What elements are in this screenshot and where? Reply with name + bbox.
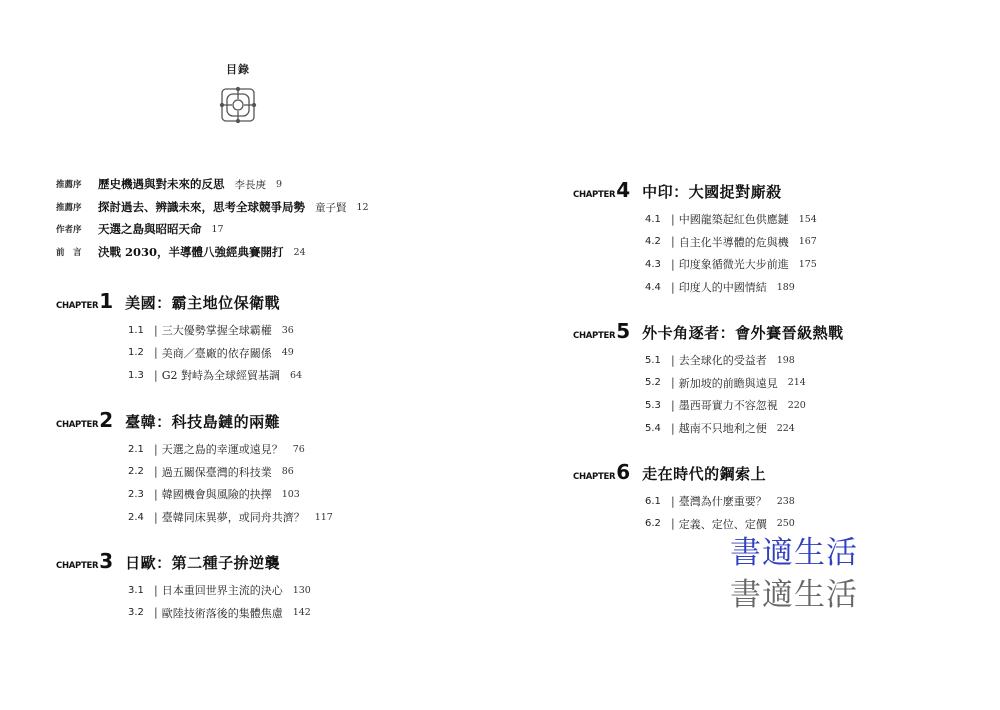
separator-bar: | [154, 442, 158, 456]
section-number: 1.3 [128, 369, 144, 381]
page-number: 238 [776, 495, 795, 507]
section-title: 歐陸技術落後的集體焦慮 [161, 606, 283, 620]
page-number: 12 [356, 201, 369, 213]
chapter-4 [573, 178, 817, 298]
chapter-title: 走在時代的鋼索上 [642, 465, 767, 483]
separator-bar: | [671, 376, 675, 390]
preface-title: 歷史機遇與對未來的反思 [98, 177, 225, 191]
section-title: 三大優勢掌握全球霸權 [161, 324, 272, 338]
chapter-2 [56, 408, 333, 528]
page-number: 224 [776, 422, 795, 434]
page-number: 250 [776, 518, 795, 530]
preface-title: 天選之島與昭昭天命 [98, 222, 202, 236]
section-number: 4.4 [645, 281, 661, 293]
section-entry[interactable] [645, 349, 844, 372]
section-entry[interactable] [645, 372, 844, 395]
separator-bar: | [671, 494, 675, 508]
separator-bar: | [154, 323, 158, 337]
chapter-label: CHAPTER [573, 190, 616, 200]
section-title: 臺灣為什麼重要？ [678, 495, 767, 509]
separator-bar: | [154, 368, 158, 382]
page-number: 220 [787, 399, 806, 411]
section-entry[interactable] [128, 342, 302, 365]
chapter-number: 2 [99, 408, 114, 432]
section-list [645, 208, 817, 298]
section-entry[interactable] [128, 461, 333, 484]
page-number: 175 [798, 258, 817, 270]
separator-bar: | [154, 346, 158, 360]
section-number: 5.2 [645, 377, 661, 389]
section-entry[interactable] [128, 364, 302, 387]
section-number: 4.2 [645, 236, 661, 248]
separator-bar: | [154, 487, 158, 501]
section-entry[interactable] [645, 394, 844, 417]
separator-bar: | [671, 280, 675, 294]
separator-bar: | [671, 517, 675, 531]
chapter-title: 美國：霸主地位保衛戰 [125, 294, 281, 312]
section-title: 新加坡的前瞻與遠見 [678, 376, 778, 390]
preface-tag: 前 言 [56, 248, 82, 258]
preface-title: 決戰 2030，半導體八強經典賽開打 [98, 245, 284, 259]
chapter-label: CHAPTER [56, 561, 99, 571]
separator-bar: | [671, 212, 675, 226]
chapter-heading[interactable] [56, 408, 333, 432]
section-title: 美商／臺廠的依存關係 [161, 346, 272, 360]
chapter-heading[interactable] [56, 549, 311, 573]
section-entry[interactable] [128, 602, 311, 625]
chapter-number: 3 [99, 549, 114, 573]
page-number: 117 [314, 511, 333, 523]
preface-author: 李長庚 [234, 178, 266, 191]
section-number: 2.4 [128, 511, 144, 523]
page-number: 9 [276, 178, 283, 190]
page-number: 130 [292, 584, 311, 596]
separator-bar: | [671, 353, 675, 367]
watermark-gray: 書適生活 [730, 577, 858, 613]
separator-bar: | [671, 398, 675, 412]
chapter-6 [573, 460, 795, 535]
separator-bar: | [154, 606, 158, 620]
section-entry[interactable] [128, 483, 333, 506]
section-entry[interactable] [645, 490, 795, 513]
preface-entry[interactable] [56, 198, 369, 216]
separator-bar: | [671, 421, 675, 435]
page-number: 17 [211, 223, 224, 235]
page-number: 214 [787, 377, 806, 389]
section-list [128, 319, 302, 387]
section-title: 日本重回世界主流的決心 [161, 584, 283, 598]
page-number: 103 [281, 488, 300, 500]
section-number: 6.2 [645, 518, 661, 530]
page-number: 142 [292, 607, 311, 619]
chapter-heading[interactable] [573, 460, 795, 484]
chapter-title: 日歐：第二種子拚逆襲 [125, 554, 281, 572]
chapter-heading[interactable] [573, 178, 817, 202]
section-title: 韓國機會與風險的抉擇 [161, 488, 272, 502]
section-title: 定義、定位、定價 [678, 517, 767, 531]
chapter-number: 4 [616, 178, 631, 202]
page-number: 76 [292, 443, 305, 455]
chapter-3 [56, 549, 311, 624]
section-title: 印度象循微光大步前進 [678, 258, 789, 272]
section-number: 3.1 [128, 584, 144, 596]
section-entry[interactable] [128, 506, 333, 529]
separator-bar: | [154, 510, 158, 524]
page-number: 198 [776, 354, 795, 366]
chapter-heading[interactable] [573, 319, 844, 343]
section-title: 去全球化的受益者 [678, 354, 767, 368]
section-title: 中國龍築起紅色供應鏈 [678, 213, 789, 227]
chapter-title: 中印：大國捉對廝殺 [642, 183, 782, 201]
section-entry[interactable] [645, 253, 817, 276]
chapter-label: CHAPTER [573, 331, 616, 341]
section-number: 5.1 [645, 354, 661, 366]
preface-entry[interactable] [56, 243, 306, 261]
separator-bar: | [671, 235, 675, 249]
section-number: 2.3 [128, 488, 144, 500]
page-number: 86 [281, 466, 294, 478]
section-entry[interactable] [645, 231, 817, 254]
section-list [645, 349, 844, 439]
section-title: 印度人的中國情結 [678, 281, 767, 295]
separator-bar: | [154, 465, 158, 479]
chapter-title: 外卡角逐者：會外賽晉級熱戰 [642, 324, 844, 342]
section-title: 自主化半導體的危與機 [678, 235, 789, 249]
section-entry[interactable] [645, 417, 844, 440]
section-entry[interactable] [128, 579, 311, 602]
page-number: 64 [290, 369, 303, 381]
section-number: 6.1 [645, 495, 661, 507]
section-number: 3.2 [128, 607, 144, 619]
page-number: 24 [293, 246, 306, 258]
preface-entry[interactable] [56, 220, 224, 238]
watermark-blue: 書適生活 [730, 535, 858, 571]
chapter-5 [573, 319, 844, 439]
section-list [128, 438, 333, 528]
preface-author: 童子賢 [315, 201, 347, 214]
section-number: 2.1 [128, 443, 144, 455]
page-number: 36 [281, 324, 294, 336]
section-title: G2 對峙為全球經貿基調 [161, 369, 281, 383]
section-number: 2.2 [128, 466, 144, 478]
chapter-label: CHAPTER [56, 420, 99, 430]
preface-tag: 推薦序 [56, 180, 82, 190]
preface-tag: 作者序 [56, 225, 82, 235]
section-number: 1.2 [128, 347, 144, 359]
section-title: 臺韓同床異夢，或同舟共濟？ [161, 511, 305, 525]
chapter-number: 6 [616, 460, 631, 484]
section-list [128, 579, 311, 624]
section-title: 過五關保臺灣的科技業 [161, 465, 272, 479]
section-title: 越南不只地利之便 [678, 422, 767, 436]
page-number: 189 [776, 281, 795, 293]
chapter-number: 1 [99, 289, 114, 313]
separator-bar: | [154, 583, 158, 597]
chapter-label: CHAPTER [573, 472, 616, 482]
chapter-title: 臺韓：科技島鏈的兩難 [125, 413, 281, 431]
section-number: 4.1 [645, 213, 661, 225]
page-number: 154 [798, 213, 817, 225]
preface-tag: 推薦序 [56, 203, 82, 213]
chapter-label: CHAPTER [56, 301, 99, 311]
section-entry[interactable] [128, 438, 333, 461]
preface-entry[interactable] [56, 175, 282, 193]
section-number: 5.3 [645, 399, 661, 411]
section-entry[interactable] [645, 208, 817, 231]
page-number: 49 [281, 347, 294, 359]
separator-bar: | [671, 257, 675, 271]
section-title: 墨西哥實力不容忽視 [678, 399, 778, 413]
section-number: 4.3 [645, 258, 661, 270]
chapter-heading[interactable] [56, 289, 302, 313]
preface-title: 探討過去、辨識未來，思考全球競爭局勢 [98, 200, 305, 214]
section-title: 天選之島的幸運或遠見？ [161, 443, 283, 457]
celtic-knot-ornament-icon [219, 86, 257, 124]
section-entry[interactable] [645, 276, 817, 299]
section-entry[interactable] [128, 319, 302, 342]
page-number: 167 [798, 236, 817, 248]
section-number: 1.1 [128, 324, 144, 336]
chapter-number: 5 [616, 319, 631, 343]
chapter-1 [56, 289, 302, 387]
section-number: 5.4 [645, 422, 661, 434]
page-title: 目錄 [226, 63, 250, 76]
